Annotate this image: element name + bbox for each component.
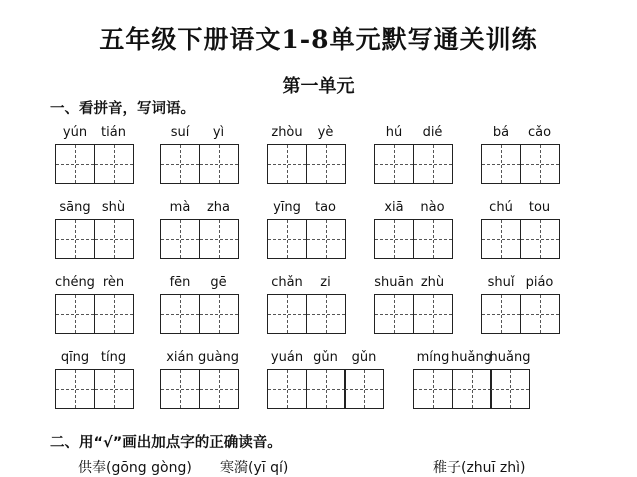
pinyin-syllable: chǎn (271, 275, 303, 290)
writing-boxes (374, 294, 451, 334)
tianzige-cell[interactable] (199, 369, 239, 409)
pinyin-syllable: tou (528, 200, 551, 215)
pinyin-syllable: huǎng (451, 350, 492, 365)
writing-boxes (481, 219, 558, 259)
pinyin-syllable: yì (212, 125, 225, 140)
tianzige-cell[interactable] (413, 144, 453, 184)
pinyin-syllable: shù (101, 200, 126, 215)
page-title: 五年级下册语文1-8单元默写通关训练 (99, 25, 538, 54)
pinyin-syllable: zi (320, 275, 331, 290)
q2-options[interactable]: (gōng gòng) (106, 460, 192, 476)
tianzige-cell[interactable] (94, 144, 134, 184)
pinyin-syllable: guàng (198, 350, 239, 365)
tianzige-cell[interactable] (490, 369, 530, 409)
pinyin-syllable: gǔn (313, 350, 338, 365)
pinyin-syllable: xiā (384, 200, 404, 215)
q2-word: 供奉 (78, 460, 106, 476)
pinyin-syllable: tíng (100, 350, 127, 365)
tianzige-cell[interactable] (55, 369, 95, 409)
tianzige-cell[interactable] (55, 294, 95, 334)
writing-boxes (267, 294, 344, 334)
pinyin-syllable: fēn (169, 275, 191, 290)
q2-options[interactable]: (zhuī zhì) (461, 460, 526, 476)
pinyin-syllable: suí (170, 125, 190, 140)
pinyin-syllable: zhòu (271, 125, 303, 140)
tianzige-cell[interactable] (413, 369, 453, 409)
pinyin-syllable: tao (314, 200, 337, 215)
tianzige-cell[interactable] (306, 294, 346, 334)
tianzige-cell[interactable] (267, 219, 307, 259)
tianzige-cell[interactable] (374, 144, 414, 184)
tianzige-cell[interactable] (306, 219, 346, 259)
pinyin-syllable: shuǐ (487, 275, 515, 290)
tianzige-cell[interactable] (413, 219, 453, 259)
tianzige-cell[interactable] (520, 294, 560, 334)
pinyin-syllable: shuān (374, 275, 414, 290)
writing-boxes (55, 219, 132, 259)
pinyin-syllable: qīng (60, 350, 90, 365)
pinyin-syllable: rèn (102, 275, 125, 290)
writing-boxes (481, 144, 558, 184)
pinyin-syllable: yè (317, 125, 334, 140)
tianzige-cell[interactable] (520, 219, 560, 259)
writing-boxes (160, 144, 237, 184)
pinyin-syllable: yuán (270, 350, 304, 365)
tianzige-cell[interactable] (94, 219, 134, 259)
writing-boxes (267, 219, 344, 259)
writing-boxes (481, 294, 558, 334)
section-2-heading: 二、用“√”画出加点字的正确读音。 (50, 435, 282, 451)
q2-item-2 (220, 457, 288, 477)
tianzige-cell[interactable] (55, 144, 95, 184)
pinyin-syllable: míng (416, 350, 450, 365)
tianzige-cell[interactable] (374, 219, 414, 259)
writing-boxes (160, 219, 237, 259)
writing-boxes (374, 219, 451, 259)
pinyin-syllable: zhù (420, 275, 445, 290)
pinyin-syllable: sāng (59, 200, 91, 215)
pinyin-syllable: cǎo (527, 125, 552, 140)
pinyin-syllable: zha (206, 200, 231, 215)
tianzige-cell[interactable] (94, 294, 134, 334)
pinyin-syllable: nào (420, 200, 445, 215)
writing-boxes (160, 294, 237, 334)
pinyin-syllable: tián (101, 125, 126, 140)
q2-options[interactable]: (yī qí) (248, 460, 289, 476)
q2-word: 寒漪 (220, 460, 248, 476)
writing-boxes (374, 144, 451, 184)
q2-item-3 (433, 457, 525, 477)
tianzige-cell[interactable] (306, 144, 346, 184)
tianzige-cell[interactable] (160, 219, 200, 259)
pinyin-syllable: xián (166, 350, 194, 365)
tianzige-cell[interactable] (481, 294, 521, 334)
writing-boxes (55, 369, 132, 409)
pinyin-syllable: yún (62, 125, 88, 140)
tianzige-cell[interactable] (160, 369, 200, 409)
tianzige-cell[interactable] (452, 369, 492, 409)
q2-word: 稚子 (433, 460, 461, 476)
tianzige-cell[interactable] (199, 144, 239, 184)
tianzige-cell[interactable] (344, 369, 384, 409)
tianzige-cell[interactable] (267, 369, 307, 409)
tianzige-cell[interactable] (160, 144, 200, 184)
tianzige-cell[interactable] (306, 369, 346, 409)
writing-boxes (55, 144, 132, 184)
q2-item-1 (78, 457, 192, 477)
writing-boxes (267, 144, 344, 184)
tianzige-cell[interactable] (94, 369, 134, 409)
tianzige-cell[interactable] (520, 144, 560, 184)
pinyin-syllable: piáo (525, 275, 554, 290)
tianzige-cell[interactable] (199, 219, 239, 259)
writing-boxes (413, 369, 529, 409)
pinyin-syllable: dié (422, 125, 443, 140)
pinyin-syllable: huǎng (489, 350, 531, 365)
pinyin-syllable: gǔn (351, 350, 377, 365)
tianzige-cell[interactable] (374, 294, 414, 334)
pinyin-syllable: mà (169, 200, 191, 215)
writing-boxes (55, 294, 132, 334)
section-1-heading: 一、看拼音，写词语。 (50, 101, 195, 117)
tianzige-cell[interactable] (160, 294, 200, 334)
pinyin-syllable: yīng (273, 200, 301, 215)
pinyin-syllable: chéng (55, 275, 95, 290)
pinyin-syllable: hú (385, 125, 403, 140)
tianzige-cell[interactable] (267, 294, 307, 334)
tianzige-cell[interactable] (413, 294, 453, 334)
pinyin-syllable: gē (210, 275, 227, 290)
unit-title: 第一单元 (282, 76, 355, 97)
tianzige-cell[interactable] (267, 144, 307, 184)
pinyin-syllable: bá (492, 125, 510, 140)
tianzige-cell[interactable] (481, 219, 521, 259)
pinyin-syllable: chú (489, 200, 513, 215)
tianzige-cell[interactable] (481, 144, 521, 184)
writing-boxes (267, 369, 383, 409)
tianzige-cell[interactable] (55, 219, 95, 259)
writing-boxes (160, 369, 237, 409)
tianzige-cell[interactable] (199, 294, 239, 334)
